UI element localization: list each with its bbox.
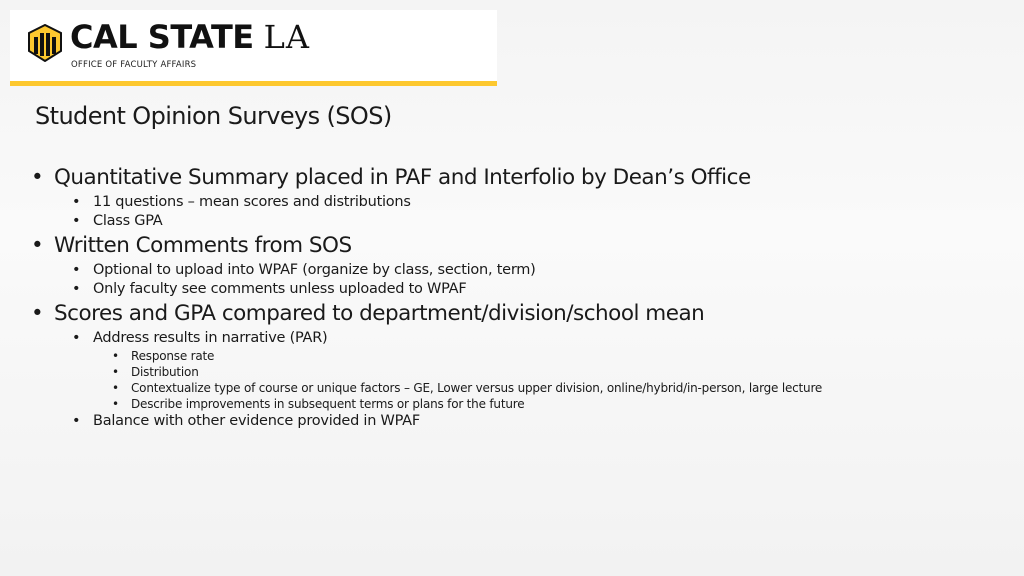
- bullet-text: Only faculty see comments unless uploaded to WPAF: [93, 281, 467, 297]
- sub-sub-bullet-item: [30, 396, 990, 412]
- bullet-text: Balance with other evidence provided in WPAF: [93, 413, 420, 429]
- bullet-text: Address results in narrative (PAR): [93, 330, 328, 346]
- sub-bullet-item: [30, 261, 990, 280]
- sub-sub-bullet-item: [30, 364, 990, 380]
- bullet-item: [30, 299, 990, 329]
- bullet-text: Response rate: [131, 349, 215, 363]
- bullet-item: [30, 231, 990, 261]
- bullet-icon: •: [72, 262, 81, 278]
- logo-text-cal-state: CAL STATE: [70, 18, 254, 56]
- bullet-icon: •: [72, 213, 81, 229]
- sub-sub-bullet-item: [30, 380, 990, 396]
- logo-accent-rule: [10, 81, 497, 86]
- bullet-text: 11 questions – mean scores and distributions: [93, 194, 411, 210]
- logo-wordmark: [70, 18, 310, 56]
- sub-bullet-item: [30, 212, 990, 231]
- bullet-text: Describe improvements in subsequent terms or plans for the future: [131, 397, 525, 411]
- sub-bullet-item: [30, 412, 990, 431]
- bullet-icon: •: [112, 365, 119, 379]
- university-crest-icon: [28, 24, 62, 62]
- bullet-icon: •: [112, 381, 119, 395]
- bullet-list: [30, 163, 990, 431]
- bullet-icon: •: [72, 413, 81, 429]
- bullet-text: Quantitative Summary placed in PAF and Interfolio by Dean’s Office: [54, 165, 751, 190]
- bullet-text: Class GPA: [93, 213, 163, 229]
- bullet-icon: •: [31, 233, 44, 258]
- bullet-item: [30, 163, 990, 193]
- sub-bullet-item: [30, 280, 990, 299]
- bullet-text: Written Comments from SOS: [54, 233, 352, 258]
- sub-sub-bullet-item: [30, 348, 990, 364]
- bullet-icon: •: [72, 330, 81, 346]
- office-subtitle: OFFICE OF FACULTY AFFAIRS: [71, 60, 197, 70]
- bullet-icon: •: [31, 301, 44, 326]
- bullet-text: Scores and GPA compared to department/division/school mean: [54, 301, 705, 326]
- bullet-text: Optional to upload into WPAF (organize by class, section, term): [93, 262, 536, 278]
- bullet-icon: •: [72, 194, 81, 210]
- bullet-text: Contextualize type of course or unique factors – GE, Lower versus upper division, online/hybrid/in-person, large lecture: [131, 381, 823, 395]
- sub-bullet-item: [30, 329, 990, 348]
- bullet-icon: •: [112, 397, 119, 411]
- bullet-text: Distribution: [131, 365, 199, 379]
- bullet-icon: •: [31, 165, 44, 190]
- sub-bullet-item: [30, 193, 990, 212]
- slide-title: Student Opinion Surveys (SOS): [35, 102, 392, 130]
- bullet-icon: •: [112, 349, 119, 363]
- logo-text-la: LA: [263, 18, 310, 56]
- bullet-icon: •: [72, 281, 81, 297]
